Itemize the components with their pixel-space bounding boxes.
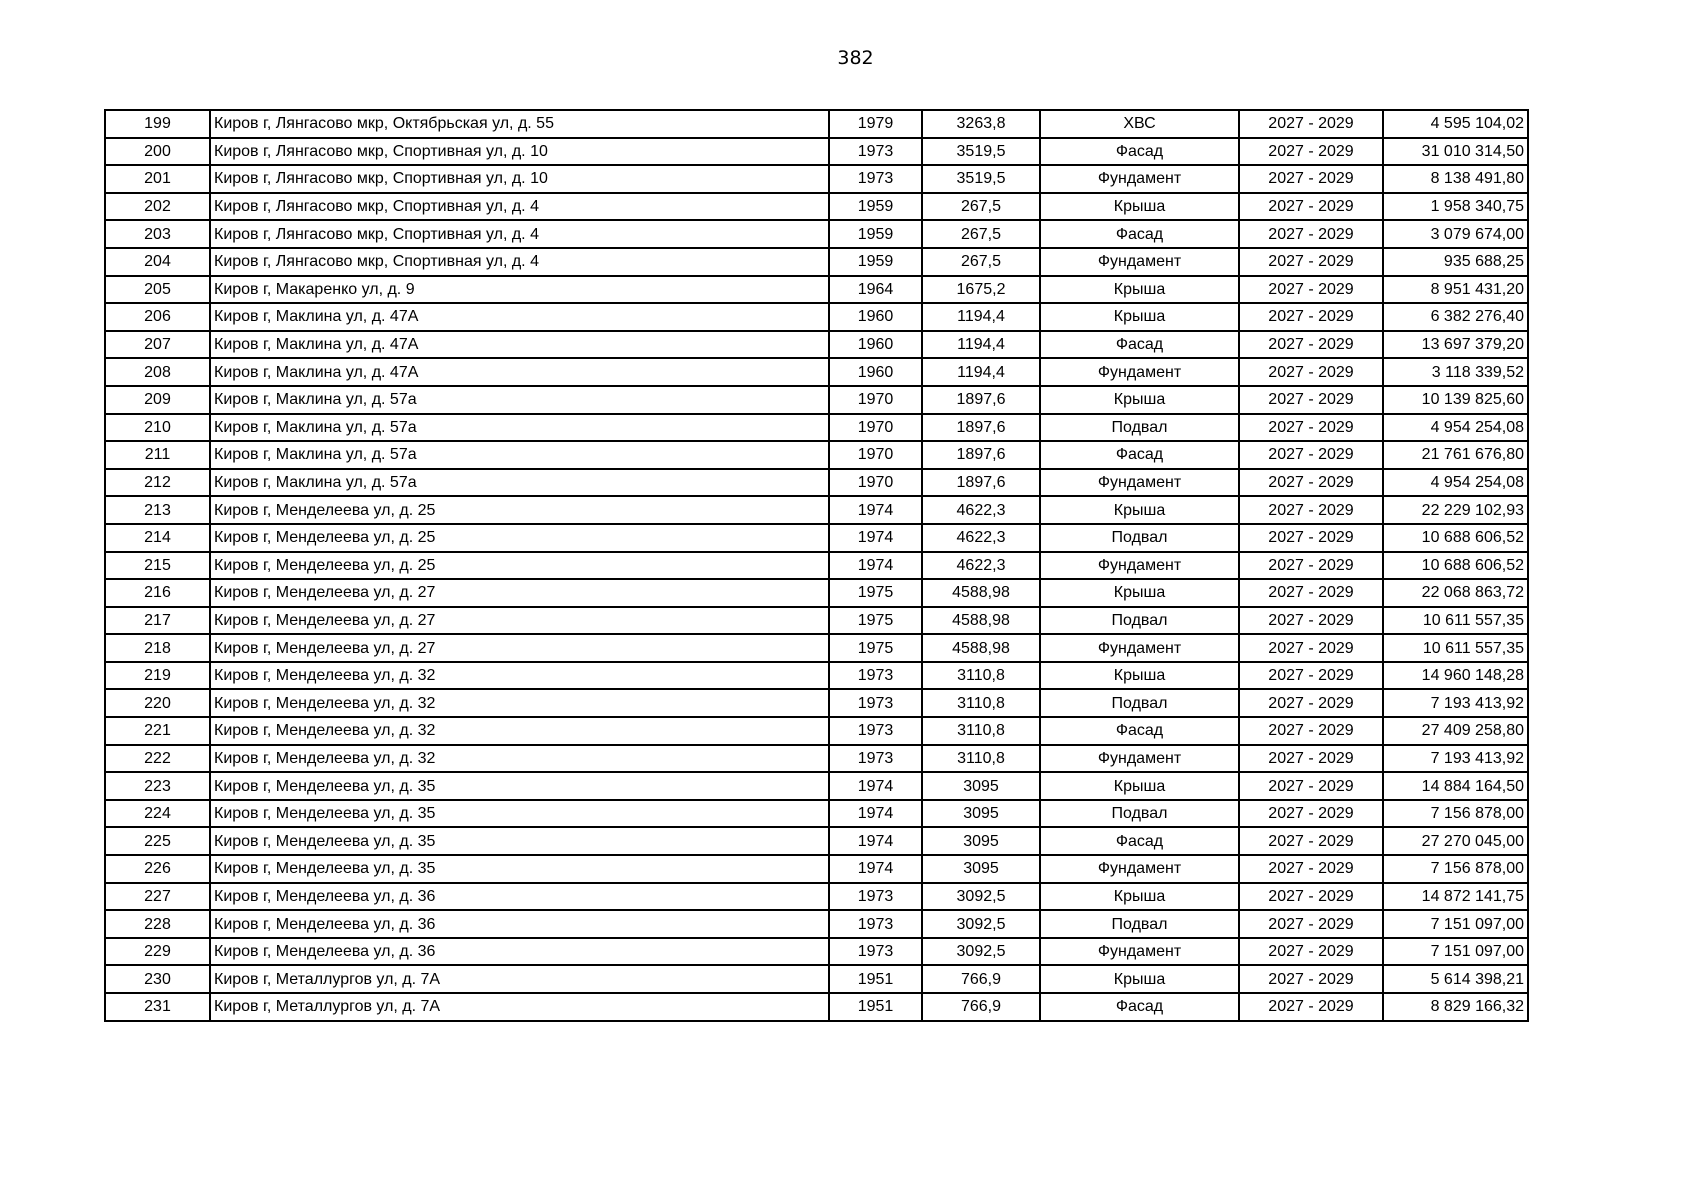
- build-year-cell: 1973: [829, 717, 922, 745]
- table-row: [105, 110, 1528, 138]
- build-year-cell: 1970: [829, 469, 922, 497]
- cost-cell: 7 151 097,00: [1383, 910, 1528, 938]
- table-row: [105, 441, 1528, 469]
- table-row: [105, 662, 1528, 690]
- address-cell: Киров г, Менделеева ул, д. 27: [210, 579, 829, 607]
- build-year-cell: 1973: [829, 662, 922, 690]
- period-cell: 2027 - 2029: [1239, 303, 1383, 331]
- cost-cell: 4 954 254,08: [1383, 414, 1528, 442]
- address-cell: Киров г, Маклина ул, д. 57а: [210, 386, 829, 414]
- area-cell: 4622,3: [922, 524, 1040, 552]
- row-number-cell: 219: [105, 662, 210, 690]
- period-cell: 2027 - 2029: [1239, 883, 1383, 911]
- table-row: [105, 800, 1528, 828]
- work-type-cell: Фундамент: [1040, 634, 1239, 662]
- address-cell: Киров г, Маклина ул, д. 47А: [210, 358, 829, 386]
- row-number-cell: 224: [105, 800, 210, 828]
- area-cell: 3092,5: [922, 910, 1040, 938]
- build-year-cell: 1973: [829, 883, 922, 911]
- table-row: [105, 469, 1528, 497]
- row-number-cell: 216: [105, 579, 210, 607]
- period-cell: 2027 - 2029: [1239, 386, 1383, 414]
- address-cell: Киров г, Лянгасово мкр, Спортивная ул, д. 10: [210, 138, 829, 166]
- cost-cell: 14 960 148,28: [1383, 662, 1528, 690]
- work-type-cell: Фасад: [1040, 993, 1239, 1021]
- table-row: [105, 138, 1528, 166]
- cost-cell: 7 193 413,92: [1383, 689, 1528, 717]
- work-type-cell: Фасад: [1040, 441, 1239, 469]
- row-number-cell: 220: [105, 689, 210, 717]
- work-type-cell: Фасад: [1040, 138, 1239, 166]
- cost-cell: 27 409 258,80: [1383, 717, 1528, 745]
- period-cell: 2027 - 2029: [1239, 441, 1383, 469]
- period-cell: 2027 - 2029: [1239, 993, 1383, 1021]
- row-number-cell: 202: [105, 193, 210, 221]
- area-cell: 1194,4: [922, 331, 1040, 359]
- area-cell: 4588,98: [922, 607, 1040, 635]
- cost-cell: 22 068 863,72: [1383, 579, 1528, 607]
- row-number-cell: 205: [105, 276, 210, 304]
- period-cell: 2027 - 2029: [1239, 552, 1383, 580]
- area-cell: 1194,4: [922, 303, 1040, 331]
- area-cell: 1897,6: [922, 441, 1040, 469]
- cost-cell: 8 829 166,32: [1383, 993, 1528, 1021]
- work-type-cell: Подвал: [1040, 910, 1239, 938]
- row-number-cell: 230: [105, 965, 210, 993]
- table-row: [105, 303, 1528, 331]
- build-year-cell: 1975: [829, 579, 922, 607]
- address-cell: Киров г, Менделеева ул, д. 32: [210, 745, 829, 773]
- row-number-cell: 229: [105, 938, 210, 966]
- area-cell: 1897,6: [922, 469, 1040, 497]
- table-row: [105, 938, 1528, 966]
- row-number-cell: 226: [105, 855, 210, 883]
- table-row: [105, 772, 1528, 800]
- period-cell: 2027 - 2029: [1239, 138, 1383, 166]
- address-cell: Киров г, Лянгасово мкр, Спортивная ул, д. 4: [210, 248, 829, 276]
- address-cell: Киров г, Менделеева ул, д. 25: [210, 496, 829, 524]
- row-number-cell: 231: [105, 993, 210, 1021]
- build-year-cell: 1975: [829, 607, 922, 635]
- build-year-cell: 1974: [829, 524, 922, 552]
- cost-cell: 1 958 340,75: [1383, 193, 1528, 221]
- cost-cell: 27 270 045,00: [1383, 827, 1528, 855]
- area-cell: 4588,98: [922, 579, 1040, 607]
- cost-cell: 935 688,25: [1383, 248, 1528, 276]
- build-year-cell: 1951: [829, 965, 922, 993]
- row-number-cell: 227: [105, 883, 210, 911]
- cost-cell: 13 697 379,20: [1383, 331, 1528, 359]
- cost-cell: 4 954 254,08: [1383, 469, 1528, 497]
- build-year-cell: 1973: [829, 165, 922, 193]
- cost-cell: 14 884 164,50: [1383, 772, 1528, 800]
- work-type-cell: Крыша: [1040, 579, 1239, 607]
- build-year-cell: 1973: [829, 910, 922, 938]
- row-number-cell: 221: [105, 717, 210, 745]
- work-type-cell: Крыша: [1040, 386, 1239, 414]
- area-cell: 267,5: [922, 220, 1040, 248]
- table-row: [105, 579, 1528, 607]
- build-year-cell: 1959: [829, 193, 922, 221]
- table-row: [105, 331, 1528, 359]
- build-year-cell: 1974: [829, 855, 922, 883]
- area-cell: 3519,5: [922, 138, 1040, 166]
- row-number-cell: 217: [105, 607, 210, 635]
- row-number-cell: 210: [105, 414, 210, 442]
- cost-cell: 14 872 141,75: [1383, 883, 1528, 911]
- work-type-cell: Крыша: [1040, 772, 1239, 800]
- address-cell: Киров г, Менделеева ул, д. 25: [210, 552, 829, 580]
- cost-cell: 7 156 878,00: [1383, 855, 1528, 883]
- area-cell: 766,9: [922, 993, 1040, 1021]
- row-number-cell: 208: [105, 358, 210, 386]
- area-cell: 267,5: [922, 248, 1040, 276]
- period-cell: 2027 - 2029: [1239, 827, 1383, 855]
- period-cell: 2027 - 2029: [1239, 414, 1383, 442]
- work-type-cell: Фасад: [1040, 220, 1239, 248]
- table-row: [105, 965, 1528, 993]
- area-cell: 3110,8: [922, 745, 1040, 773]
- address-cell: Киров г, Маклина ул, д. 57а: [210, 469, 829, 497]
- build-year-cell: 1960: [829, 331, 922, 359]
- build-year-cell: 1951: [829, 993, 922, 1021]
- table-row: [105, 910, 1528, 938]
- table-row: [105, 165, 1528, 193]
- work-type-cell: Фундамент: [1040, 552, 1239, 580]
- area-cell: 3110,8: [922, 689, 1040, 717]
- table-row: [105, 524, 1528, 552]
- build-year-cell: 1974: [829, 800, 922, 828]
- cost-cell: 8 138 491,80: [1383, 165, 1528, 193]
- row-number-cell: 207: [105, 331, 210, 359]
- page-number: 382: [837, 47, 874, 69]
- work-type-cell: Фундамент: [1040, 855, 1239, 883]
- table-row: [105, 276, 1528, 304]
- address-cell: Киров г, Лянгасово мкр, Спортивная ул, д. 4: [210, 193, 829, 221]
- period-cell: 2027 - 2029: [1239, 938, 1383, 966]
- period-cell: 2027 - 2029: [1239, 524, 1383, 552]
- area-cell: 4588,98: [922, 634, 1040, 662]
- address-cell: Киров г, Лянгасово мкр, Спортивная ул, д. 4: [210, 220, 829, 248]
- address-cell: Киров г, Менделеева ул, д. 35: [210, 800, 829, 828]
- work-type-cell: Крыша: [1040, 662, 1239, 690]
- address-cell: Киров г, Макаренко ул, д. 9: [210, 276, 829, 304]
- address-cell: Киров г, Маклина ул, д. 57а: [210, 441, 829, 469]
- work-type-cell: Фундамент: [1040, 165, 1239, 193]
- repair-schedule-table: [104, 109, 1529, 1022]
- cost-cell: 4 595 104,02: [1383, 110, 1528, 138]
- address-cell: Киров г, Менделеева ул, д. 35: [210, 855, 829, 883]
- area-cell: 3095: [922, 827, 1040, 855]
- row-number-cell: 200: [105, 138, 210, 166]
- work-type-cell: Крыша: [1040, 303, 1239, 331]
- build-year-cell: 1974: [829, 772, 922, 800]
- work-type-cell: Подвал: [1040, 524, 1239, 552]
- work-type-cell: Фундамент: [1040, 248, 1239, 276]
- table-row: [105, 745, 1528, 773]
- row-number-cell: 199: [105, 110, 210, 138]
- area-cell: 3263,8: [922, 110, 1040, 138]
- address-cell: Киров г, Менделеева ул, д. 32: [210, 689, 829, 717]
- row-number-cell: 222: [105, 745, 210, 773]
- address-cell: Киров г, Менделеева ул, д. 25: [210, 524, 829, 552]
- address-cell: Киров г, Маклина ул, д. 47А: [210, 331, 829, 359]
- cost-cell: 22 229 102,93: [1383, 496, 1528, 524]
- table-row: [105, 827, 1528, 855]
- cost-cell: 10 611 557,35: [1383, 607, 1528, 635]
- area-cell: 1897,6: [922, 414, 1040, 442]
- build-year-cell: 1970: [829, 441, 922, 469]
- cost-cell: 7 151 097,00: [1383, 938, 1528, 966]
- table-row: [105, 193, 1528, 221]
- address-cell: Киров г, Менделеева ул, д. 32: [210, 662, 829, 690]
- row-number-cell: 218: [105, 634, 210, 662]
- cost-cell: 6 382 276,40: [1383, 303, 1528, 331]
- cost-cell: 8 951 431,20: [1383, 276, 1528, 304]
- period-cell: 2027 - 2029: [1239, 469, 1383, 497]
- row-number-cell: 214: [105, 524, 210, 552]
- build-year-cell: 1973: [829, 938, 922, 966]
- period-cell: 2027 - 2029: [1239, 772, 1383, 800]
- work-type-cell: Крыша: [1040, 276, 1239, 304]
- cost-cell: 10 611 557,35: [1383, 634, 1528, 662]
- table-row: [105, 993, 1528, 1021]
- build-year-cell: 1974: [829, 552, 922, 580]
- cost-cell: 21 761 676,80: [1383, 441, 1528, 469]
- work-type-cell: Подвал: [1040, 607, 1239, 635]
- build-year-cell: 1970: [829, 386, 922, 414]
- area-cell: 3095: [922, 800, 1040, 828]
- period-cell: 2027 - 2029: [1239, 634, 1383, 662]
- cost-cell: 3 079 674,00: [1383, 220, 1528, 248]
- row-number-cell: 215: [105, 552, 210, 580]
- work-type-cell: Крыша: [1040, 193, 1239, 221]
- address-cell: Киров г, Лянгасово мкр, Спортивная ул, д. 10: [210, 165, 829, 193]
- area-cell: 267,5: [922, 193, 1040, 221]
- address-cell: Киров г, Менделеева ул, д. 36: [210, 883, 829, 911]
- table-row: [105, 883, 1528, 911]
- cost-cell: 5 614 398,21: [1383, 965, 1528, 993]
- work-type-cell: ХВС: [1040, 110, 1239, 138]
- row-number-cell: 209: [105, 386, 210, 414]
- period-cell: 2027 - 2029: [1239, 358, 1383, 386]
- work-type-cell: Подвал: [1040, 800, 1239, 828]
- cost-cell: 7 156 878,00: [1383, 800, 1528, 828]
- row-number-cell: 204: [105, 248, 210, 276]
- cost-cell: 7 193 413,92: [1383, 745, 1528, 773]
- period-cell: 2027 - 2029: [1239, 110, 1383, 138]
- area-cell: 3519,5: [922, 165, 1040, 193]
- area-cell: 3095: [922, 855, 1040, 883]
- table-row: [105, 248, 1528, 276]
- work-type-cell: Фасад: [1040, 827, 1239, 855]
- build-year-cell: 1960: [829, 358, 922, 386]
- address-cell: Киров г, Металлургов ул, д. 7А: [210, 993, 829, 1021]
- work-type-cell: Фундамент: [1040, 938, 1239, 966]
- row-number-cell: 225: [105, 827, 210, 855]
- build-year-cell: 1975: [829, 634, 922, 662]
- period-cell: 2027 - 2029: [1239, 717, 1383, 745]
- period-cell: 2027 - 2029: [1239, 662, 1383, 690]
- table-row: [105, 717, 1528, 745]
- row-number-cell: 206: [105, 303, 210, 331]
- work-type-cell: Фундамент: [1040, 745, 1239, 773]
- area-cell: 3092,5: [922, 883, 1040, 911]
- build-year-cell: 1970: [829, 414, 922, 442]
- work-type-cell: Фасад: [1040, 717, 1239, 745]
- period-cell: 2027 - 2029: [1239, 855, 1383, 883]
- period-cell: 2027 - 2029: [1239, 220, 1383, 248]
- address-cell: Киров г, Лянгасово мкр, Октябрьская ул, д. 55: [210, 110, 829, 138]
- build-year-cell: 1960: [829, 303, 922, 331]
- build-year-cell: 1959: [829, 220, 922, 248]
- cost-cell: 3 118 339,52: [1383, 358, 1528, 386]
- build-year-cell: 1973: [829, 745, 922, 773]
- table-row: [105, 386, 1528, 414]
- table-row: [105, 220, 1528, 248]
- period-cell: 2027 - 2029: [1239, 331, 1383, 359]
- build-year-cell: 1974: [829, 496, 922, 524]
- build-year-cell: 1973: [829, 138, 922, 166]
- work-type-cell: Крыша: [1040, 496, 1239, 524]
- period-cell: 2027 - 2029: [1239, 745, 1383, 773]
- address-cell: Киров г, Менделеева ул, д. 36: [210, 938, 829, 966]
- area-cell: 4622,3: [922, 552, 1040, 580]
- work-type-cell: Фасад: [1040, 331, 1239, 359]
- table-row: [105, 552, 1528, 580]
- build-year-cell: 1973: [829, 689, 922, 717]
- cost-cell: 10 688 606,52: [1383, 552, 1528, 580]
- period-cell: 2027 - 2029: [1239, 165, 1383, 193]
- table-row: [105, 358, 1528, 386]
- row-number-cell: 203: [105, 220, 210, 248]
- area-cell: 3095: [922, 772, 1040, 800]
- row-number-cell: 211: [105, 441, 210, 469]
- build-year-cell: 1974: [829, 827, 922, 855]
- table-row: [105, 607, 1528, 635]
- table-row: [105, 689, 1528, 717]
- address-cell: Киров г, Металлургов ул, д. 7А: [210, 965, 829, 993]
- table-row: [105, 855, 1528, 883]
- address-cell: Киров г, Менделеева ул, д. 27: [210, 634, 829, 662]
- area-cell: 4622,3: [922, 496, 1040, 524]
- area-cell: 3110,8: [922, 662, 1040, 690]
- build-year-cell: 1964: [829, 276, 922, 304]
- build-year-cell: 1979: [829, 110, 922, 138]
- build-year-cell: 1959: [829, 248, 922, 276]
- row-number-cell: 213: [105, 496, 210, 524]
- area-cell: 1194,4: [922, 358, 1040, 386]
- area-cell: 3092,5: [922, 938, 1040, 966]
- table-row: [105, 634, 1528, 662]
- period-cell: 2027 - 2029: [1239, 910, 1383, 938]
- period-cell: 2027 - 2029: [1239, 193, 1383, 221]
- row-number-cell: 212: [105, 469, 210, 497]
- period-cell: 2027 - 2029: [1239, 800, 1383, 828]
- area-cell: 1897,6: [922, 386, 1040, 414]
- work-type-cell: Подвал: [1040, 689, 1239, 717]
- work-type-cell: Фундамент: [1040, 358, 1239, 386]
- table-row: [105, 414, 1528, 442]
- area-cell: 3110,8: [922, 717, 1040, 745]
- address-cell: Киров г, Менделеева ул, д. 35: [210, 827, 829, 855]
- period-cell: 2027 - 2029: [1239, 496, 1383, 524]
- address-cell: Киров г, Маклина ул, д. 47А: [210, 303, 829, 331]
- address-cell: Киров г, Менделеева ул, д. 35: [210, 772, 829, 800]
- cost-cell: 31 010 314,50: [1383, 138, 1528, 166]
- period-cell: 2027 - 2029: [1239, 965, 1383, 993]
- period-cell: 2027 - 2029: [1239, 689, 1383, 717]
- row-number-cell: 223: [105, 772, 210, 800]
- area-cell: 766,9: [922, 965, 1040, 993]
- address-cell: Киров г, Менделеева ул, д. 36: [210, 910, 829, 938]
- period-cell: 2027 - 2029: [1239, 248, 1383, 276]
- area-cell: 1675,2: [922, 276, 1040, 304]
- work-type-cell: Фундамент: [1040, 469, 1239, 497]
- cost-cell: 10 688 606,52: [1383, 524, 1528, 552]
- address-cell: Киров г, Менделеева ул, д. 32: [210, 717, 829, 745]
- period-cell: 2027 - 2029: [1239, 579, 1383, 607]
- period-cell: 2027 - 2029: [1239, 276, 1383, 304]
- cost-cell: 10 139 825,60: [1383, 386, 1528, 414]
- address-cell: Киров г, Менделеева ул, д. 27: [210, 607, 829, 635]
- work-type-cell: Подвал: [1040, 414, 1239, 442]
- row-number-cell: 201: [105, 165, 210, 193]
- address-cell: Киров г, Маклина ул, д. 57а: [210, 414, 829, 442]
- table-body: [105, 110, 1528, 1021]
- work-type-cell: Крыша: [1040, 965, 1239, 993]
- work-type-cell: Крыша: [1040, 883, 1239, 911]
- row-number-cell: 228: [105, 910, 210, 938]
- table-row: [105, 496, 1528, 524]
- period-cell: 2027 - 2029: [1239, 607, 1383, 635]
